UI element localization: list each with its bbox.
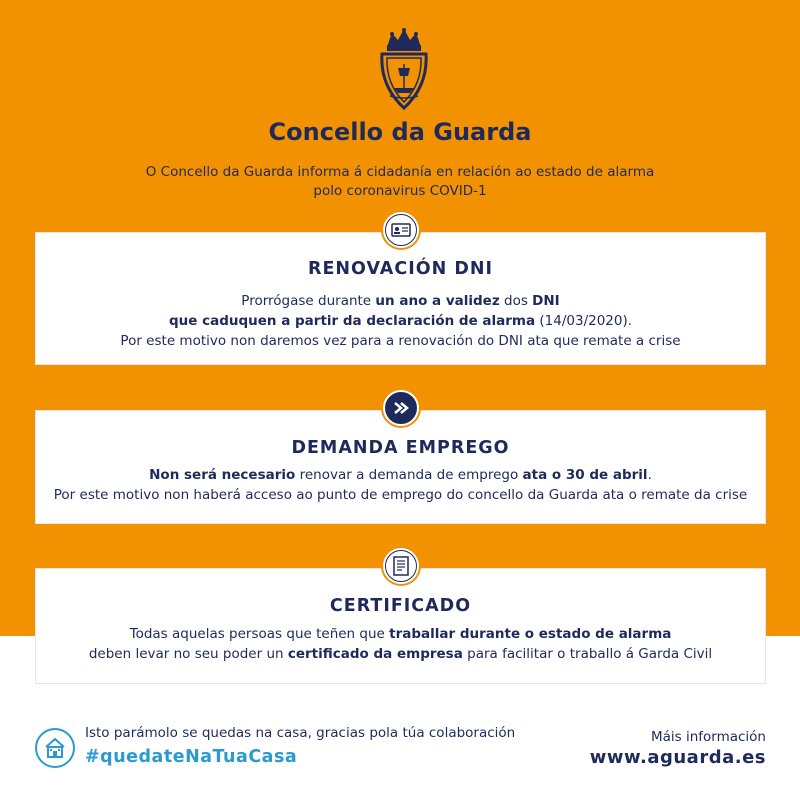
id-card-icon bbox=[381, 210, 421, 250]
page-title: Concello da Guarda bbox=[268, 118, 532, 146]
card-line-2 bbox=[36, 311, 765, 331]
card-body bbox=[36, 624, 765, 664]
card-employment-demand bbox=[35, 410, 766, 524]
website-link[interactable]: www.aguarda.es bbox=[589, 747, 766, 768]
coat-of-arms-logo bbox=[374, 26, 434, 112]
bold-text: un ano a validez bbox=[375, 293, 500, 309]
page-subtitle bbox=[0, 163, 800, 201]
text: dos bbox=[499, 293, 533, 309]
card-line-1 bbox=[36, 291, 765, 311]
subtitle-line-1: O Concello da Guarda informa á cidadanía en relación ao estado de alarma bbox=[145, 164, 655, 180]
bold-text: ata o 30 de abril bbox=[522, 467, 648, 483]
bold-text: traballar durante o estado de alarma bbox=[389, 626, 672, 642]
card-line-1 bbox=[36, 465, 765, 485]
card-certificate bbox=[35, 568, 766, 684]
card-line-2: Por este motivo non haberá acceso ao punto de emprego do concello da Guarda ata o remate da crise bbox=[53, 487, 748, 503]
card-dni-renewal bbox=[35, 232, 766, 365]
card-line-2 bbox=[36, 644, 765, 664]
text: renovar a demanda de emprego bbox=[295, 467, 523, 483]
text: deben levar no seu poder un bbox=[88, 646, 288, 662]
card-title: DEMANDA EMPREGO bbox=[291, 438, 510, 458]
text: Todas aquelas persoas que teñen que bbox=[129, 626, 390, 642]
text: Prorrógase durante bbox=[241, 293, 376, 309]
text: . bbox=[647, 467, 652, 483]
bold-text: certificado da empresa bbox=[287, 646, 463, 662]
card-body bbox=[36, 465, 765, 505]
card-title: RENOVACIÓN DNI bbox=[307, 259, 494, 279]
more-info-label: Máis información bbox=[650, 729, 766, 745]
stay-home-message: Isto parámolo se quedas na casa, gracias pola túa colaboración bbox=[85, 725, 516, 741]
document-icon bbox=[381, 546, 421, 586]
text: (14/03/2020). bbox=[535, 313, 633, 329]
bold-text: que caduquen a partir da declaración de alarma bbox=[168, 313, 536, 329]
subtitle-line-2: polo coronavirus COVID-1 bbox=[313, 183, 487, 199]
bold-text: Non será necesario bbox=[149, 467, 296, 483]
card-line-1 bbox=[36, 624, 765, 644]
employment-icon bbox=[381, 388, 421, 428]
bold-text: DNI bbox=[532, 293, 560, 309]
house-icon bbox=[35, 728, 75, 768]
card-body bbox=[36, 291, 765, 351]
card-title: CERTIFICADO bbox=[329, 596, 472, 616]
hashtag: #quedateNaTuaCasa bbox=[85, 747, 298, 767]
card-line-3: Por este motivo non daremos vez para a renovación do DNI ata que remate a crise bbox=[120, 333, 681, 349]
text: para facilitar o traballo á Garda Civil bbox=[462, 646, 713, 662]
